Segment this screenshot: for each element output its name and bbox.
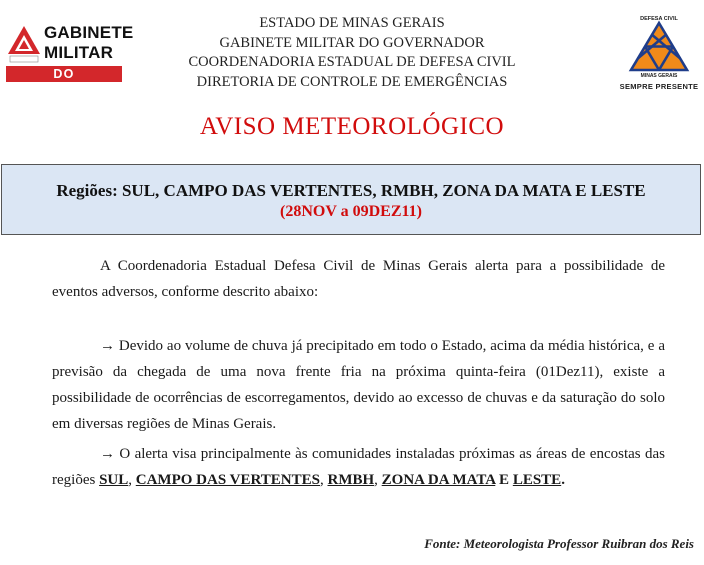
region-separator: ,: [320, 472, 328, 488]
period-line: (28NOV a 09DEZ11): [280, 203, 422, 220]
defesa-civil-triangle-icon: [627, 14, 691, 80]
logo-text-minas-gerais: MINAS GERAIS: [640, 73, 678, 79]
document-title: AVISO METEOROLÓGICO: [199, 113, 505, 140]
region-rmbh: RMBH: [327, 472, 375, 488]
region-separator: ,: [374, 472, 382, 488]
logo-line-militar: MILITAR: [44, 43, 114, 62]
minas-triangle-emblem-icon: [6, 24, 42, 64]
logo-line-gabinete: GABINETE: [44, 23, 134, 42]
document-header: [150, 14, 554, 92]
gabinete-militar-logo: [6, 22, 134, 97]
regions-line: Regiões: SUL, CAMPO DAS VERTENTES, RMBH, ZONA DA MATA E LESTE: [56, 181, 646, 200]
regions-box: [1, 164, 701, 235]
alert-text: → O alerta visa principalmente às comunidades instaladas próximas as áreas de encostas das regiões: [52, 446, 665, 488]
alert-period: .: [561, 472, 565, 488]
region-leste: LESTE: [512, 472, 562, 488]
logo-text-sempre-presente: SEMPRE PRESENTE: [619, 82, 699, 91]
logo-text-defesa-civil: DEFESA CIVIL: [640, 16, 678, 22]
region-campo-das-vertentes: CAMPO DAS VERTENTES: [135, 472, 320, 488]
logo-band-governador: DO GOVERNADOR: [6, 66, 122, 82]
region-zona-da-mata: ZONA DA MATA: [381, 472, 496, 488]
region-separator: ,: [128, 472, 136, 488]
paragraph-alert: [52, 441, 665, 493]
header-line-coordenadoria: COORDENADORIA ESTADUAL DE DEFESA CIVIL: [188, 54, 516, 70]
header-line-diretoria: DIRETORIA DE CONTROLE DE EMERGÊNCIAS: [196, 73, 508, 90]
defesa-civil-logo: [617, 14, 701, 94]
header-line-state: ESTADO DE MINAS GERAIS: [259, 15, 445, 31]
header-line-gabinete: GABINETE MILITAR DO GOVERNADOR: [219, 34, 485, 51]
paragraph-intro: A Coordenadoria Estadual Defesa Civil de Minas Gerais alerta para a possibilidade de eventos adversos, conforme descrito abaixo:: [52, 258, 665, 300]
region-sul: SUL: [99, 472, 129, 488]
paragraph-forecast: → Devido ao volume de chuva já precipitado em todo o Estado, acima da média histórica, e a previsão da chegada de uma nova frente fria na próxima quinta-feira (01Dez11), existe a possibilidade de ocorrências de escorregamentos, devido ao excesso de chuvas e da saturação do solo em diversas regiões de Minas Gerais.: [52, 338, 665, 432]
region-conjunction: E: [495, 472, 513, 488]
source-credit: Fonte: Meteorologista Professor Ruibran dos Reis: [424, 536, 694, 551]
